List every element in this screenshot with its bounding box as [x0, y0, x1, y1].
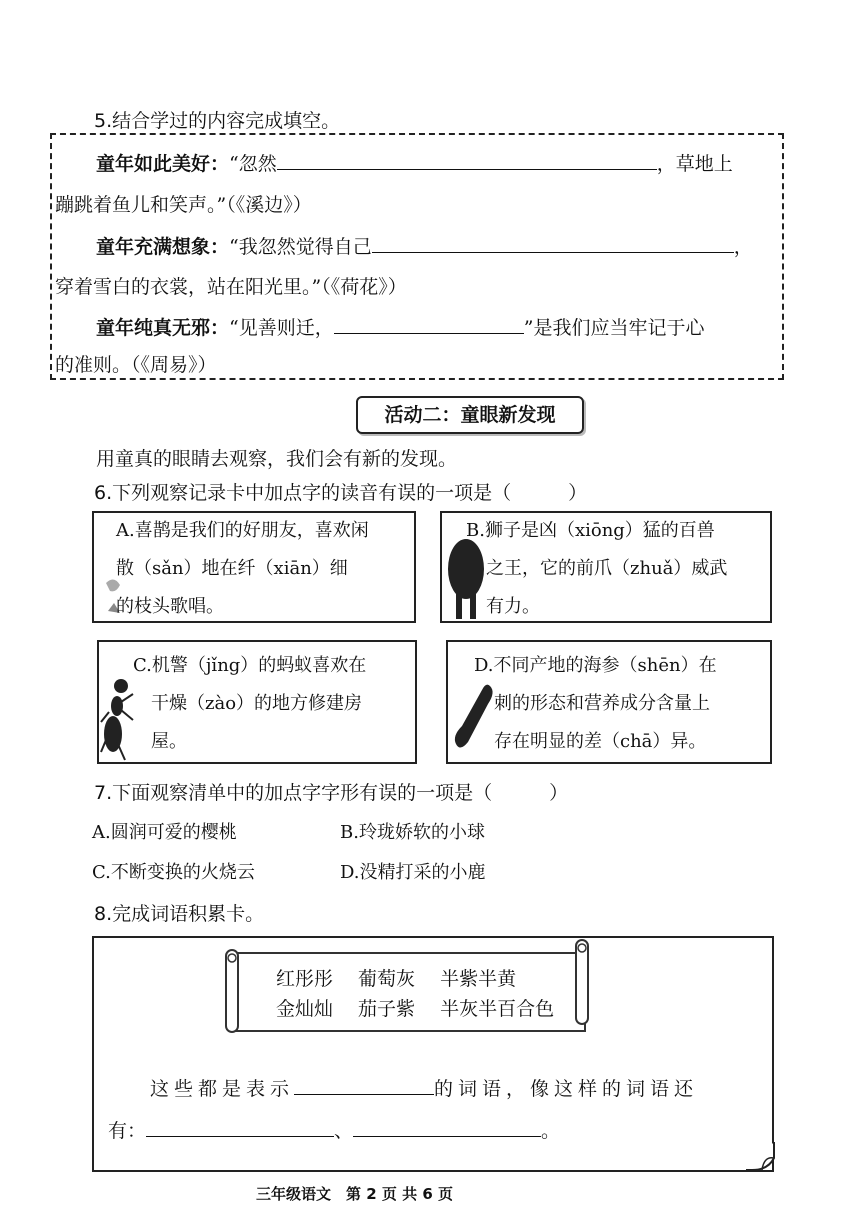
- card-a-line1: A.喜鹊是我们的好朋友，喜欢闲: [116, 520, 369, 541]
- q5-text: “忽然: [229, 153, 277, 175]
- card-b[interactable]: [440, 511, 772, 623]
- q7-option-c[interactable]: C.不断变换的火烧云: [92, 862, 255, 883]
- fill-blank-5[interactable]: [146, 1118, 334, 1137]
- q7-option-b[interactable]: B.玲珑娇软的小球: [340, 822, 485, 843]
- q5-line3: [96, 232, 753, 259]
- card-d-line1: D.不同产地的海参（shēn）在: [474, 655, 717, 676]
- card-c-line1: C.机警（jǐng）的蚂蚁喜欢在: [133, 655, 367, 676]
- fill-blank-6[interactable]: [353, 1118, 541, 1137]
- q8-title: 8.完成词语积累卡。: [94, 903, 265, 925]
- card-d-line3: 存在明显的差（chā）异。: [494, 731, 707, 752]
- card-c-line3: 屋。: [151, 731, 187, 752]
- card-c[interactable]: [97, 640, 417, 764]
- activity-intro: 用童真的眼睛去观察，我们会有新的发现。: [96, 448, 458, 470]
- card-b-line2: 之王，它的前爪（zhuǎ）威武: [486, 558, 728, 579]
- fill-blank-4[interactable]: [294, 1076, 434, 1095]
- card-a-line2: 散（sǎn）地在纤（xiān）细: [116, 558, 348, 579]
- q5-line5: [96, 313, 704, 340]
- ant-icon: [99, 672, 135, 762]
- page-curl-icon: [744, 1140, 778, 1174]
- q8-text: 有：: [108, 1120, 147, 1142]
- q5-text: ，: [733, 236, 753, 258]
- q5-label-1: 童年如此美好：: [96, 153, 230, 175]
- q8-text: 。: [541, 1120, 561, 1142]
- q6-title: 6.下列观察记录卡中加点字的读音有误的一项是（ ）: [94, 482, 588, 504]
- sea-cucumber-icon: [452, 682, 498, 752]
- page-footer: 三年级语文 第 2 页 共 6 页: [256, 1185, 453, 1203]
- scroll-right-roll: [572, 936, 592, 1028]
- fill-blank-2[interactable]: [372, 234, 734, 253]
- q5-text: “我忽然觉得自己: [229, 236, 372, 258]
- fill-blank-3[interactable]: [334, 315, 524, 334]
- q8-sentence-2: [108, 1116, 560, 1143]
- q7-option-d[interactable]: D.没精打采的小鹿: [340, 862, 486, 883]
- q8-text: 这些都是表示: [150, 1078, 295, 1100]
- q5-text: ，草地上: [656, 153, 733, 175]
- card-d[interactable]: [446, 640, 772, 764]
- card-a-line3: 的枝头歌唱。: [116, 596, 224, 617]
- q5-text: “见善则迁，: [229, 317, 334, 339]
- q5-line1: [96, 149, 733, 176]
- q5-text: ”是我们应当牢记于心: [523, 317, 705, 339]
- q5-label-3: 童年纯真无邪：: [96, 317, 230, 339]
- card-a[interactable]: [92, 511, 416, 623]
- q7-title: 7.下面观察清单中的加点字字形有误的一项是（ ）: [94, 782, 569, 804]
- words-row-2: 金灿灿 茄子紫 半灰半百合色: [276, 998, 555, 1020]
- q8-sentence-1: [150, 1074, 698, 1101]
- q5-title: 5.结合学过的内容完成填空。: [94, 110, 341, 132]
- card-b-line3: 有力。: [486, 596, 540, 617]
- q5-line6: 的准则。（《周易》）: [55, 354, 217, 376]
- activity-banner: 活动二：童眼新发现: [356, 396, 584, 434]
- words-row-1: 红彤彤 葡萄灰 半紫半黄: [276, 968, 517, 990]
- card-d-line2: 刺的形态和营养成分含量上: [494, 693, 710, 714]
- card-b-line1: B.狮子是凶（xiōng）猛的百兽: [466, 520, 715, 541]
- q8-text: 的词语，像这样的词语还: [434, 1078, 699, 1100]
- q8-text: 、: [334, 1120, 354, 1142]
- card-c-line2: 干燥（zào）的地方修建房: [151, 693, 363, 714]
- q7-option-a[interactable]: A.圆润可爱的樱桃: [92, 822, 237, 843]
- q5-label-2: 童年充满想象：: [96, 236, 230, 258]
- q5-line2: 蹦跳着鱼儿和笑声。”（《溪边》）: [55, 194, 312, 216]
- fill-blank-1[interactable]: [277, 151, 657, 170]
- scroll-left-roll: [222, 946, 242, 1036]
- q5-line4: 穿着雪白的衣裳，站在阳光里。”（《荷花》）: [55, 276, 407, 298]
